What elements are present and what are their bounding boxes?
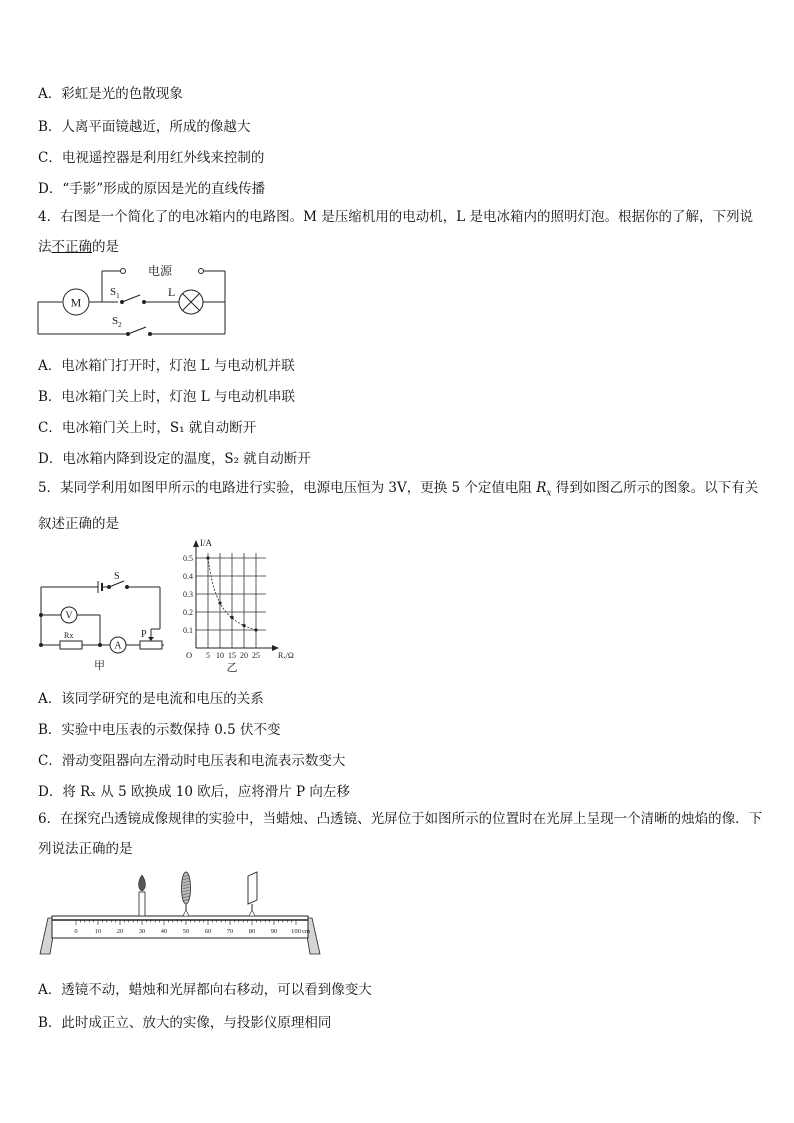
light-screen xyxy=(248,872,257,904)
q4-circuit-diagram xyxy=(36,262,236,342)
q3-option-d: D．“手影”形成的原因是光的直线传播 xyxy=(38,181,266,197)
q5-option-a: A．该同学研究的是电流和电压的关系 xyxy=(38,691,264,707)
scale-label: cm xyxy=(302,928,310,935)
q5-option-d: D．将 Rₓ 从 5 欧换成 10 欧后，应将滑片 P 向左移 xyxy=(38,784,350,800)
scale-label: 70 xyxy=(226,928,234,935)
power-label: 电源 xyxy=(148,264,173,278)
x-axis-label: Rₓ/Ω xyxy=(278,651,294,660)
scale-label: 60 xyxy=(204,928,212,935)
scale-label: 30 xyxy=(138,928,146,935)
q5-circuit-diagram xyxy=(36,567,176,675)
x-tick-label: 20 xyxy=(240,651,248,660)
resistor-label: Rx xyxy=(64,631,74,640)
x-tick-label: 10 xyxy=(216,651,224,660)
y-axis-arrow xyxy=(193,540,199,547)
data-point xyxy=(218,601,221,604)
x-tick-label: 15 xyxy=(228,651,236,660)
scale-label: 50 xyxy=(182,928,190,935)
q3-option-c: C．电视遥控器是利用红外线来控制的 xyxy=(38,150,265,166)
candle-body xyxy=(139,892,145,916)
scale-label: 0 xyxy=(74,928,78,935)
data-point xyxy=(230,616,233,619)
graph-caption: 乙 xyxy=(226,662,238,674)
q6-stem: 6．在探究凸透镜成像规律的实验中，当蜡烛、凸透镜、光屏位于如图所示的位置时在光屏上呈现一个清晰的烛焰的像．下列说法正确的是 xyxy=(38,811,763,857)
y-axis-label: I/A xyxy=(200,538,212,548)
q4-stem: 4．右图是一个简化了的电冰箱内的电路图。M 是压缩机用的电动机，L 是电冰箱内的照明灯泡。根据你的了解，下列说法不正确的是 xyxy=(38,209,753,255)
scale-label: 10 xyxy=(94,928,102,935)
scale-label: 80 xyxy=(248,928,256,935)
q5-stem: 5．某同学利用如图甲所示的电路进行实验，电源电压恒为 3V，更换 5 个定值电阻 $R_x$ 得到如图乙所示的图象。以下有关叙述正确的是 xyxy=(38,480,759,532)
y-tick-label: 0.1 xyxy=(183,626,193,635)
y-tick-label: 0.2 xyxy=(183,608,193,617)
q5-variable: R xyxy=(536,480,547,496)
data-point xyxy=(206,556,209,559)
q4-option-b: B．电冰箱门关上时，灯泡 L 与电动机串联 xyxy=(38,389,295,405)
circuit-switch-label: S xyxy=(114,571,120,582)
origin-label: O xyxy=(186,650,193,660)
q6-option-b: B．此时成正立、放大的实像，与投影仪原理相同 xyxy=(38,1015,332,1031)
q5-option-b: B．实验中电压表的示数保持 0.5 伏不变 xyxy=(38,722,281,738)
lens-holder xyxy=(183,910,189,916)
ammeter-label: A xyxy=(114,640,122,652)
q6-optical-bench-diagram xyxy=(38,866,328,970)
lamp-label: L xyxy=(168,285,176,299)
scale-label: 100 xyxy=(291,928,301,935)
x-tick-label: 25 xyxy=(252,651,260,660)
scale-label: 90 xyxy=(270,928,278,935)
q4-option-a: A．电冰箱门打开时，灯泡 L 与电动机并联 xyxy=(38,358,295,374)
s2-label: $S_2$ xyxy=(112,315,122,329)
circuit-caption: 甲 xyxy=(94,660,105,672)
s1-label: $S_1$ xyxy=(110,286,120,300)
q3-option-a: A．彩虹是光的色散现象 xyxy=(38,86,183,102)
q5-option-c: C．滑动变阻器向左滑动时电压表和电流表示数变大 xyxy=(38,753,346,769)
rail xyxy=(52,916,308,938)
x-tick-label: 5 xyxy=(206,651,210,660)
q4-stem-emphasis: 不正确 xyxy=(51,239,92,255)
q3-option-b: B．人离平面镜越近，所成的像越大 xyxy=(38,119,251,135)
scale-label: 20 xyxy=(116,928,124,935)
motor-label: M xyxy=(70,295,82,310)
y-tick-label: 0.5 xyxy=(183,554,193,563)
screen-holder xyxy=(249,910,255,916)
q6-option-a: A．透镜不动，蜡烛和光屏都向右移动，可以看到像变大 xyxy=(38,982,372,998)
voltmeter-label: V xyxy=(65,610,73,622)
data-point xyxy=(242,624,245,627)
candle-flame xyxy=(139,875,146,891)
y-tick-label: 0.4 xyxy=(183,572,193,581)
q4-option-c: C．电冰箱门关上时，S₁ 就自动断开 xyxy=(38,420,257,436)
scale-label: 40 xyxy=(160,928,168,935)
q5-current-resistance-graph xyxy=(176,535,306,677)
y-tick-label: 0.3 xyxy=(183,590,193,599)
q4-option-d: D．电冰箱内降到设定的温度，S₂ 就自动断开 xyxy=(38,451,311,467)
data-point xyxy=(254,628,257,631)
slider-label: P xyxy=(141,629,147,640)
